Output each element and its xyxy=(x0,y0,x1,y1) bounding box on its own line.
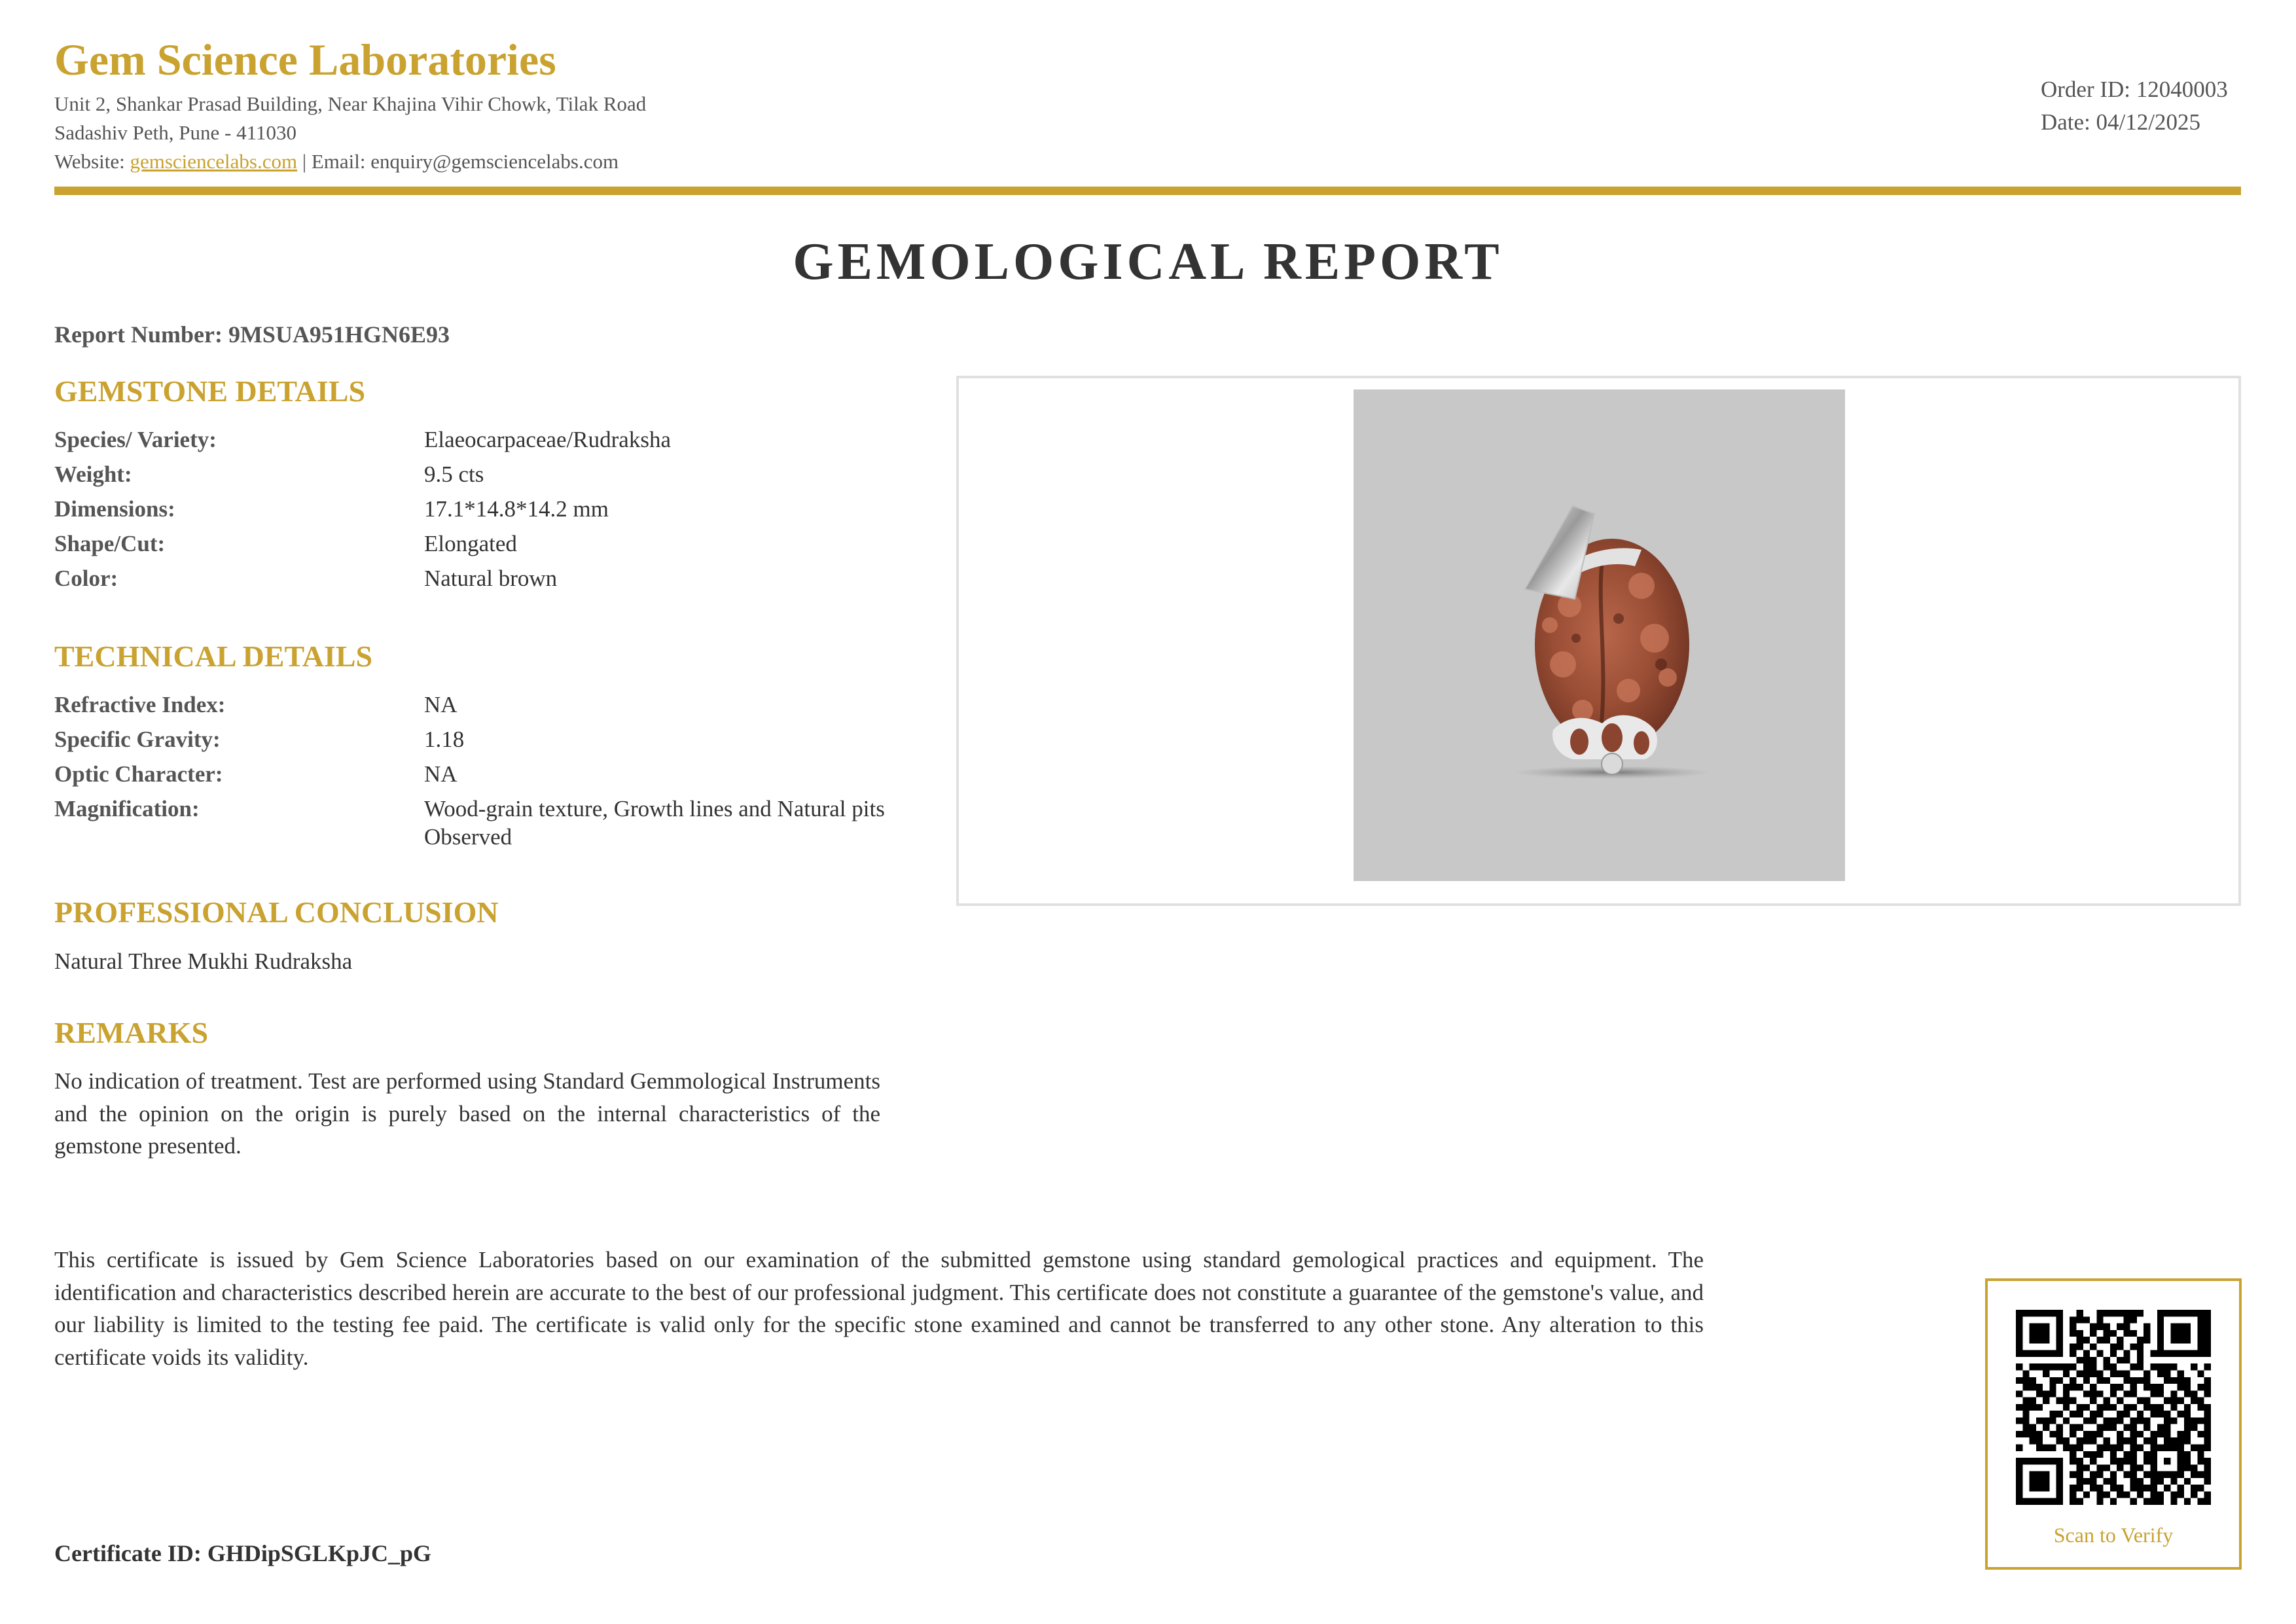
qr-verify-box[interactable] xyxy=(1985,1278,2242,1570)
address-line-1: Unit 2, Shankar Prasad Building, Near Khajina Vihir Chowk, Tilak Road xyxy=(54,92,647,115)
conclusion-heading: PROFESSIONAL CONCLUSION xyxy=(54,895,499,929)
remarks-heading: REMARKS xyxy=(54,1016,209,1049)
detail-label: Shape/Cut: xyxy=(54,531,166,556)
certificate-id: Certificate ID: GHDipSGLKpJC_pG xyxy=(54,1540,431,1566)
detail-label: Dimensions: xyxy=(54,496,175,522)
address-line-2: Sadashiv Peth, Pune - 411030 xyxy=(54,121,296,144)
contact-separator: | xyxy=(297,150,312,173)
detail-value: 1.18 xyxy=(424,727,465,752)
website-label: Website: xyxy=(54,150,130,173)
company-name: Gem Science Laboratories xyxy=(54,35,556,84)
detail-label: Magnification: xyxy=(54,796,200,821)
rudraksha-pendant-image xyxy=(1354,389,1845,881)
detail-label: Color: xyxy=(54,566,118,591)
detail-row-species xyxy=(54,425,905,454)
detail-row-color xyxy=(54,564,905,593)
detail-label: Optic Character: xyxy=(54,761,223,787)
detail-value: Natural brown xyxy=(424,566,558,591)
detail-label: Weight: xyxy=(54,461,132,487)
website-link[interactable]: gemsciencelabs.com xyxy=(130,150,298,173)
tech-row-magnification xyxy=(54,795,905,851)
detail-label: Refractive Index: xyxy=(54,692,226,717)
contact-line xyxy=(54,149,619,173)
detail-value: 17.1*14.8*14.2 mm xyxy=(424,496,609,522)
gemstone-details-heading: GEMSTONE DETAILS xyxy=(54,374,366,408)
detail-label: Specific Gravity: xyxy=(54,727,221,752)
detail-label: Species/ Variety: xyxy=(54,427,217,452)
order-id: Order ID: 12040003 xyxy=(2041,77,2228,102)
header-divider xyxy=(54,187,2241,195)
detail-value: 9.5 cts xyxy=(424,461,484,487)
report-date: Date: 04/12/2025 xyxy=(2041,109,2200,135)
detail-value: Elaeocarpaceae/Rudraksha xyxy=(424,427,671,452)
detail-row-shape xyxy=(54,530,905,558)
technical-details-heading: TECHNICAL DETAILS xyxy=(54,640,373,673)
scan-to-verify-label: Scan to Verify xyxy=(2053,1523,2174,1547)
disclaimer-text: This certificate is issued by Gem Science Laboratories based on our examination of the submitted gemstone using standard gemological practices and equipment. The identification and characteristics described herein are accurate to the best of our professional judgment. This certificate does not constitute a guarantee of the gemstone's value, and our liability is limited to the testing fee paid. The certificate is valid only for the specific stone examined and cannot be transferred to any other stone. Any alteration to this certificate voids its validity. xyxy=(54,1247,1704,1370)
conclusion-text: Natural Three Mukhi Rudraksha xyxy=(54,948,353,974)
detail-row-weight xyxy=(54,460,905,489)
qr-code-icon[interactable] xyxy=(2016,1310,2211,1505)
tech-row-refractive-index xyxy=(54,691,905,719)
detail-row-dimensions xyxy=(54,495,905,524)
detail-value: Elongated xyxy=(424,531,517,556)
gem-photo xyxy=(1354,389,1845,881)
detail-value: Wood-grain texture, Growth lines and Natural pits Observed xyxy=(424,796,885,850)
detail-value: NA xyxy=(424,761,457,787)
remarks-text: No indication of treatment. Test are performed using Standard Gemmological Instruments and the opinion on the origin is purely based on the internal characteristics of the gemstone presented. xyxy=(54,1068,880,1159)
tech-row-optic-character xyxy=(54,760,905,789)
report-number: Report Number: 9MSUA951HGN6E93 xyxy=(54,321,450,348)
tech-row-specific-gravity xyxy=(54,725,905,754)
page-title: GEMOLOGICAL REPORT xyxy=(793,233,1503,291)
email-text: Email: enquiry@gemsciencelabs.com xyxy=(311,150,619,173)
detail-value: NA xyxy=(424,692,457,717)
